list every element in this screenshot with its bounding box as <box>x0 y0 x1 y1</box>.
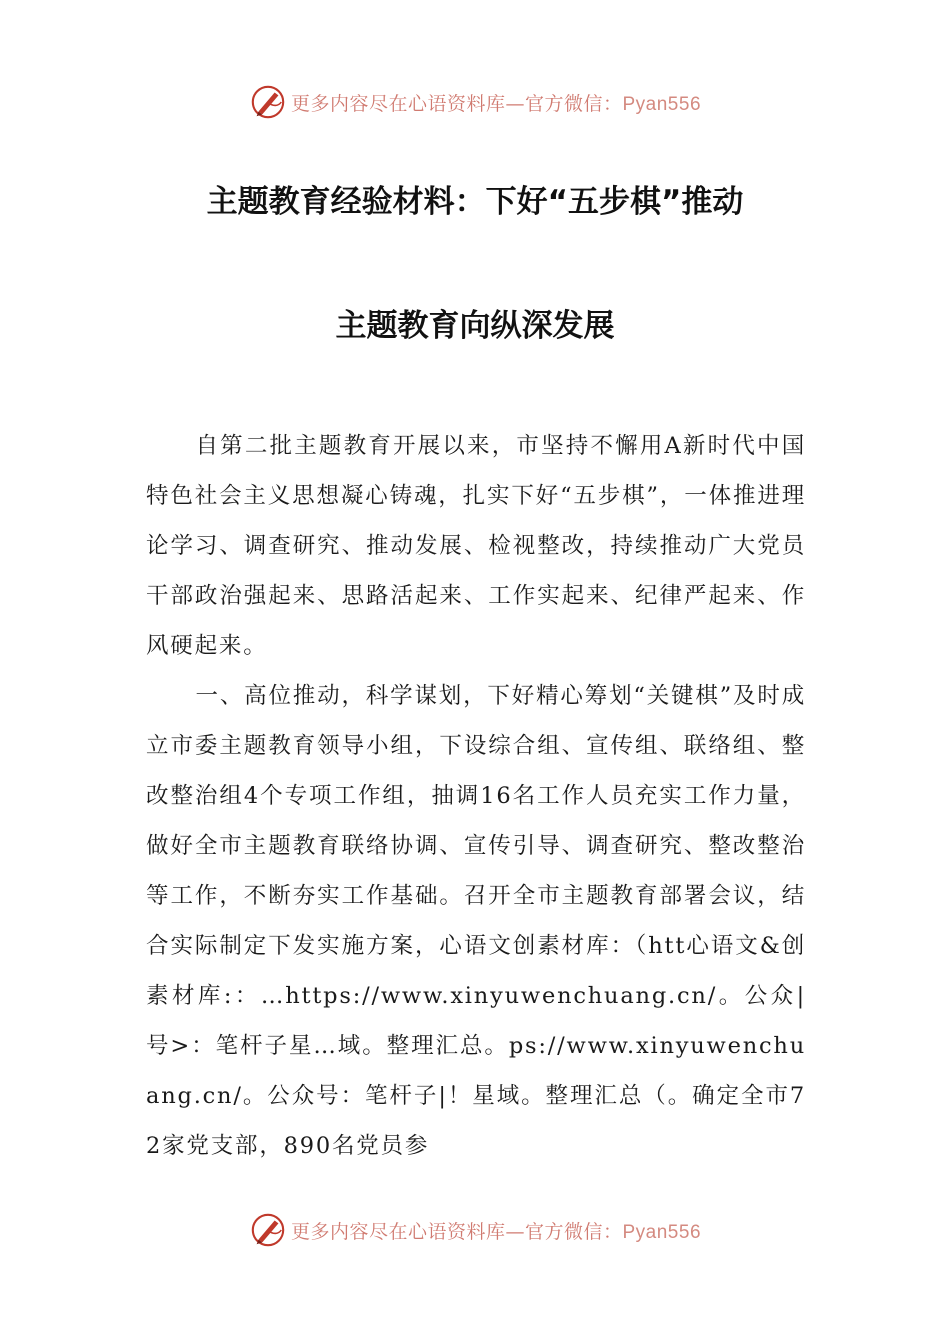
document-body <box>146 421 806 1171</box>
wechat-id: Pyan556 <box>622 93 702 115</box>
document-title-line-1: 主题教育经验材料：下好“五步棋”推动 <box>206 184 744 220</box>
pen-logo-icon <box>249 83 287 121</box>
banner-text: 更多内容尽在心语资料库—官方微信：Pyan556 <box>290 92 702 115</box>
paragraph-section-1: 一、高位推动，科学谋划，下好精心筹划“关键棋”及时成立市委主题教育领导小组，下设综合组、宣传组、联络组、整改整治组4个专项工作组，抽调16名工作人员充实工作力量，做好全市主题教育联络协调、宣传引导、调查研究、整改整治等工作，不断夯实工作基础。召开全市主题教育部署会议，结合实际制定下发实施方案，心语文创素材库：（htt心语文&创素材库:：…https://www.xinyuwenchuang.cn/。公众|号>：笔杆子星…域。整理汇总。ps://www.xinyuwenchuang.cn/。公众号：笔杆子|！星域。整理汇总（。确定全市72家党支部，890名党员参 <box>146 683 806 1159</box>
wechat-id: Pyan556 <box>622 1221 702 1243</box>
banner-text: 更多内容尽在心语资料库—官方微信：Pyan556 <box>290 1220 702 1243</box>
footer-banner <box>0 1208 950 1252</box>
pen-logo-icon <box>249 1211 287 1249</box>
paragraph-intro: 自第二批主题教育开展以来，市坚持不懈用A新时代中国特色社会主义思想凝心铸魂，扎实下好“五步棋”，一体推进理论学习、调查研究、推动发展、检视整改，持续推动广大党员干部政治强起来、思路活起来、工作实起来、纪律严起来、作风硬起来。 <box>146 433 806 659</box>
document-title-line-2: 主题教育向纵深发展 <box>335 308 615 344</box>
header-banner <box>0 80 950 124</box>
